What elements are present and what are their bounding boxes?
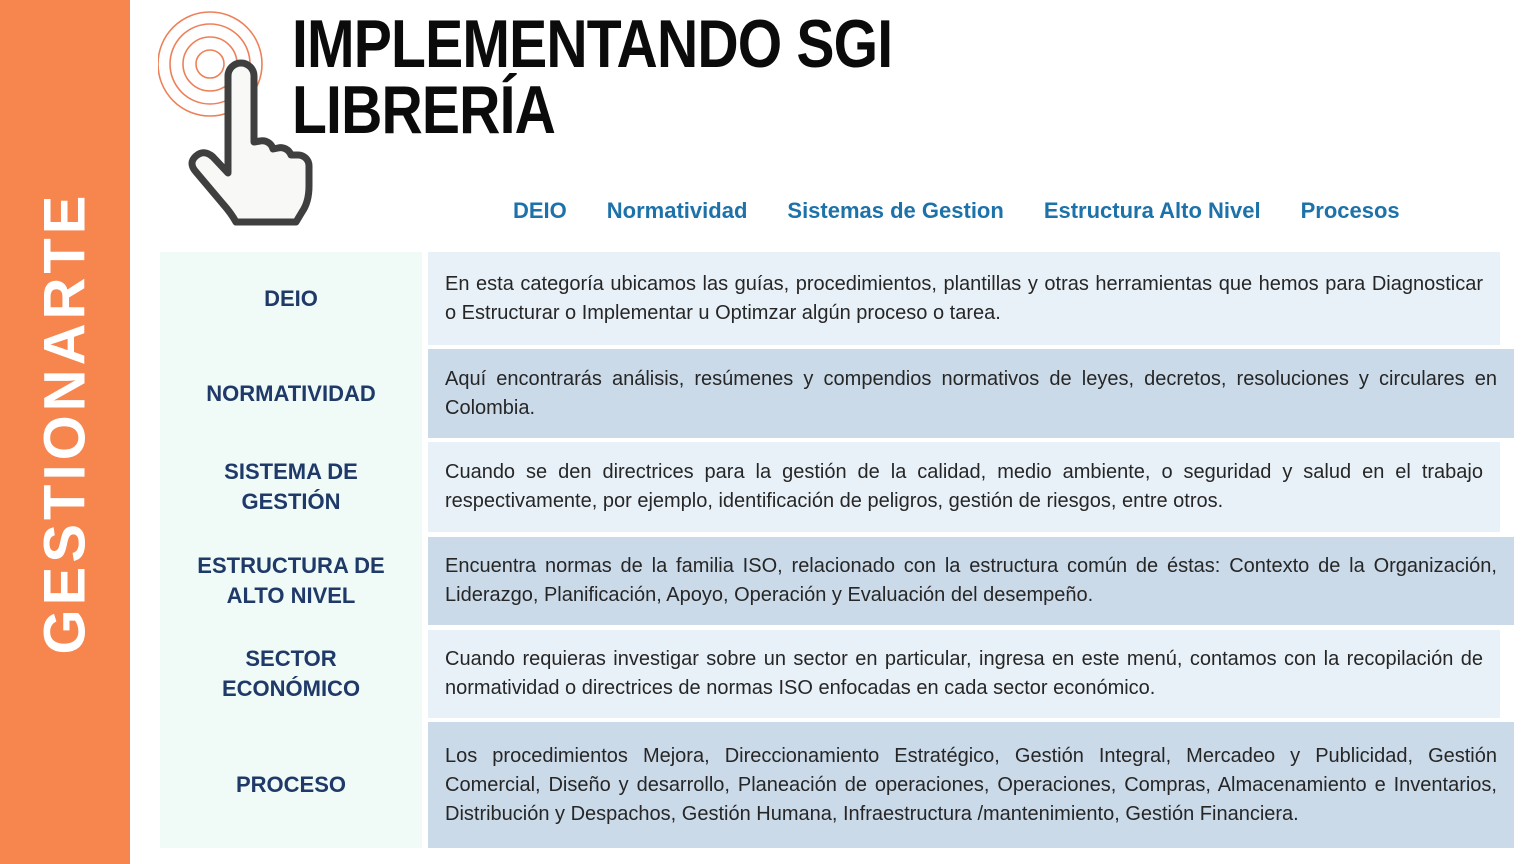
row-description-deio bbox=[428, 252, 1500, 345]
menu-item-procesos[interactable]: Procesos bbox=[1300, 198, 1400, 223]
row-description-sistema-de-gestion bbox=[428, 442, 1500, 532]
row-label-estructura-de-alto-nivel: ESTRUCTURA DE ALTO NIVEL bbox=[197, 553, 385, 608]
row-description-text: Encuentra normas de la familia ISO, relacionado con la estructura común de éstas: Contexto de la Organización, Liderazgo, Planificación, Apoyo, Operación y Evaluación del desempeño. bbox=[445, 555, 1497, 606]
row-description-text: Cuando se den directrices para la gestión de la calidad, medio ambiente, o seguridad y salud en el trabajo respectivamente, por ejemplo, identificación de peligros, gestión de riesgos, entre otros. bbox=[445, 461, 1483, 512]
row-description-estructura-de-alto-nivel bbox=[428, 537, 1514, 625]
row-description-proceso bbox=[428, 722, 1514, 848]
menu-item-normatividad[interactable]: Normatividad bbox=[606, 198, 748, 223]
menu-item-sistemas-de-gestion[interactable]: Sistemas de Gestion bbox=[787, 198, 1004, 223]
row-description-text: Aquí encontrarás análisis, resúmenes y compendios normativos de leyes, decretos, resoluciones y circulares en Colombia. bbox=[445, 367, 1497, 419]
page-title bbox=[292, 6, 893, 148]
row-label-sector-economico: SECTOR ECONÓMICO bbox=[221, 646, 361, 701]
title-line-2: LIBRERÍA bbox=[292, 71, 556, 148]
row-description-sector-economico bbox=[428, 630, 1500, 718]
brand-sidebar bbox=[0, 0, 130, 864]
row-description-text: En esta categoría ubicamos las guías, procedimientos, plantillas y otras herramientas que hemos para Diagnosticar o Estructurar o Implementar u Optimzar algún proceso o tarea. bbox=[445, 272, 1483, 324]
category-menu bbox=[513, 198, 1400, 224]
row-label-sistema-de-gestion: SISTEMA DE GESTIÓN bbox=[224, 459, 358, 514]
menu-item-deio[interactable]: DEIO bbox=[513, 198, 567, 223]
row-description-normatividad bbox=[428, 349, 1514, 438]
menu-item-estructura-alto-nivel[interactable]: Estructura Alto Nivel bbox=[1043, 198, 1261, 223]
row-description-text: Los procedimientos Mejora, Direccionamiento Estratégico, Gestión Integral, Mercadeo y Publicidad, Gestión Comercial, Diseño y desarrollo, Planeación de operaciones, Operaciones, Compras, Almacenamiento e Inventarios, Distribución y Despachos, Gestión Humana, Infraestructura /mantenimiento, Gestión Financiera. bbox=[445, 744, 1497, 825]
category-table bbox=[160, 252, 1520, 848]
row-description-text: Cuando requieras investigar sobre un sector en particular, ingresa en este menú, contamos con la recopilación de normatividad o directrices de normas ISO enfocadas en cada sector económico. bbox=[445, 648, 1483, 699]
row-label-deio: DEIO bbox=[264, 285, 318, 311]
title-line-1: IMPLEMENTANDO SGI bbox=[292, 6, 893, 82]
brand-vertical-text: GESTIONARTE bbox=[32, 191, 98, 655]
row-label-normatividad: NORMATIVIDAD bbox=[206, 380, 376, 406]
row-label-proceso: PROCESO bbox=[235, 772, 347, 798]
